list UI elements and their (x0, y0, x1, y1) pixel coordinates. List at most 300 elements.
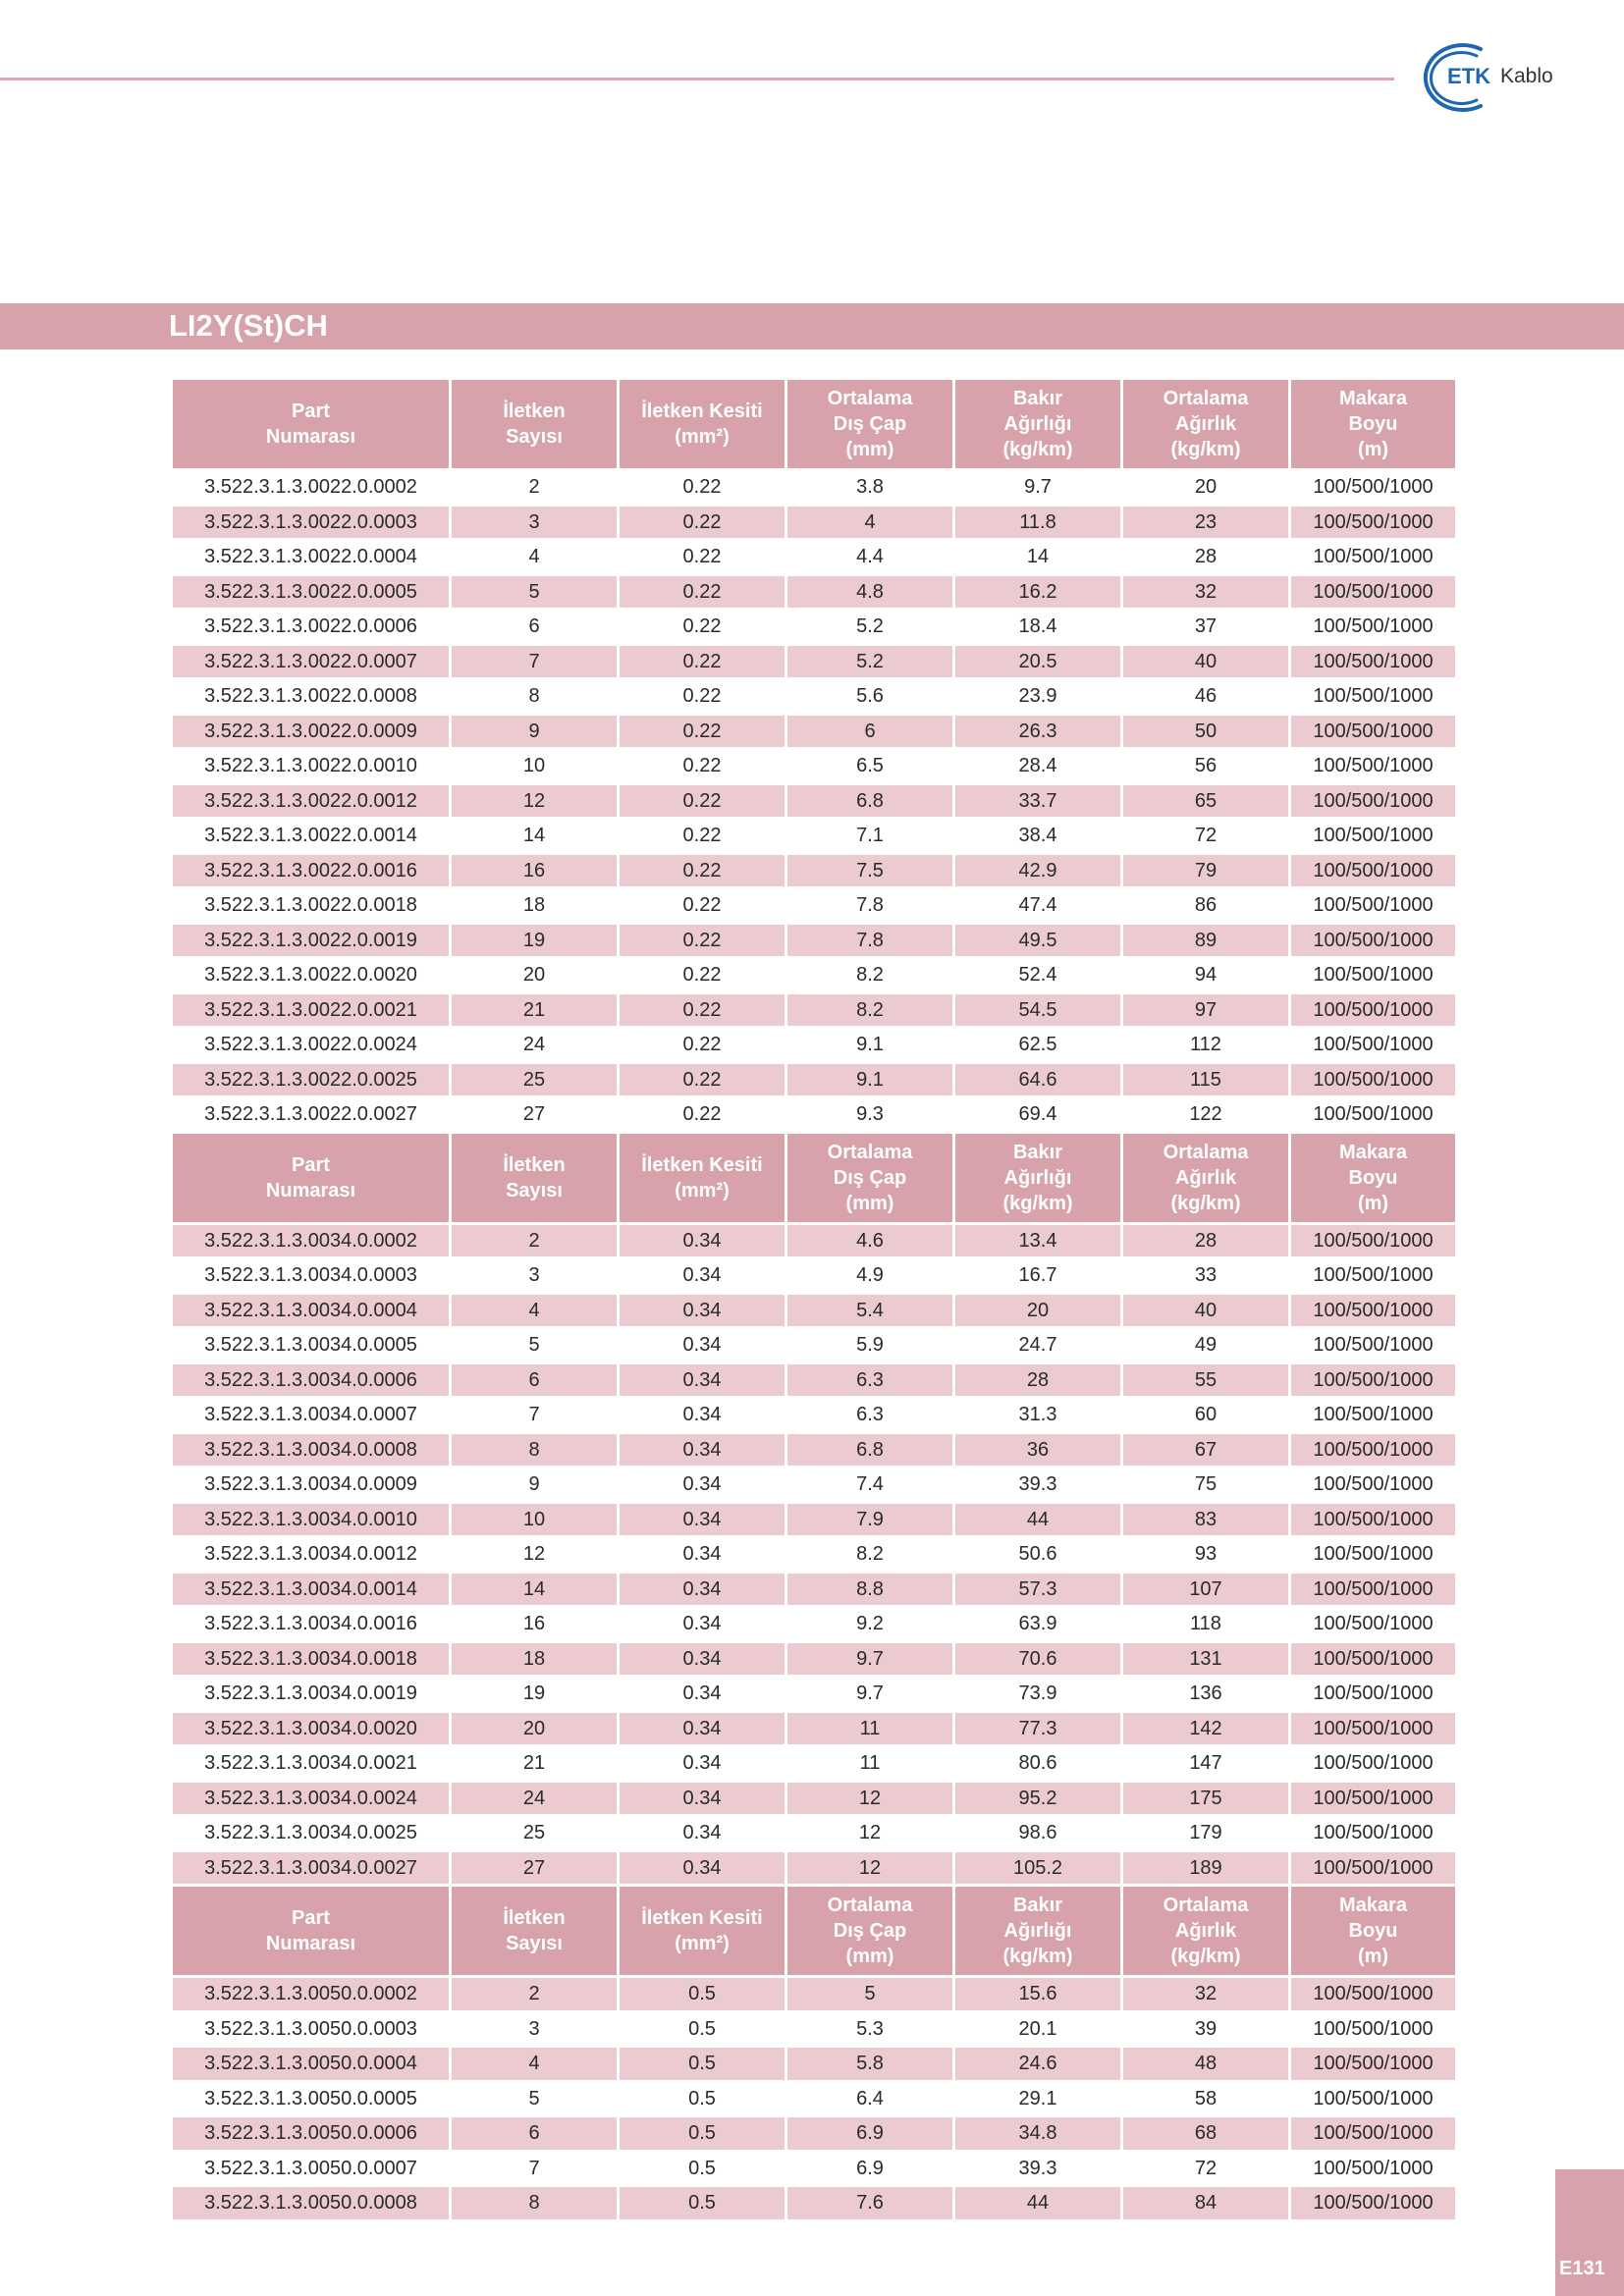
table-cell: 3.522.3.1.3.0022.0.0018 (172, 888, 451, 924)
table-cell: 49.5 (954, 923, 1122, 958)
table-row (172, 1502, 1457, 1537)
table-cell: 5.2 (786, 644, 954, 679)
table-cell: 3.522.3.1.3.0050.0.0004 (172, 2047, 451, 2082)
table-cell: 6 (451, 2116, 619, 2152)
column-header-line: (mm) (845, 1192, 894, 1214)
table-cell: 105.2 (954, 1850, 1122, 1886)
table-cell: 175 (1122, 1781, 1290, 1816)
table-cell: 25 (451, 1062, 619, 1097)
column-header (954, 1886, 1122, 1977)
table-cell: 11.8 (954, 505, 1122, 540)
table-cell: 19 (451, 923, 619, 958)
column-header (954, 379, 1122, 470)
table-cell: 3.522.3.1.3.0022.0.0009 (172, 714, 451, 749)
table-cell: 0.5 (619, 2186, 786, 2221)
table-cell: 8 (451, 2186, 619, 2221)
table-cell: 2 (451, 1977, 619, 2012)
table-row (172, 1572, 1457, 1607)
table-cell: 0.5 (619, 2151, 786, 2186)
table-cell: 0.34 (619, 1432, 786, 1468)
table-cell: 4 (451, 2047, 619, 2082)
table-cell: 0.22 (619, 923, 786, 958)
table-row (172, 505, 1457, 540)
table-cell: 100/500/1000 (1290, 1362, 1457, 1398)
table-cell: 29.1 (954, 2081, 1122, 2116)
table-cell: 75 (1122, 1468, 1290, 1503)
table-cell: 0.22 (619, 540, 786, 575)
table-cell: 0.34 (619, 1572, 786, 1607)
table-cell: 0.5 (619, 2047, 786, 2082)
table-cell: 107 (1122, 1572, 1290, 1607)
table-cell: 100/500/1000 (1290, 1850, 1457, 1886)
table-cell: 97 (1122, 992, 1290, 1028)
table-cell: 3.522.3.1.3.0034.0.0019 (172, 1677, 451, 1712)
column-header (451, 1886, 619, 1977)
table-cell: 100/500/1000 (1290, 888, 1457, 924)
table-cell: 0.34 (619, 1641, 786, 1677)
table-cell: 84 (1122, 2186, 1290, 2221)
table-cell: 136 (1122, 1677, 1290, 1712)
column-header-line: Part (292, 400, 330, 422)
table-cell: 49 (1122, 1328, 1290, 1363)
table-cell: 63.9 (954, 1607, 1122, 1642)
table-cell: 3.522.3.1.3.0050.0.0007 (172, 2151, 451, 2186)
column-header-line: Bakır (1012, 1141, 1063, 1163)
table-row (172, 1781, 1457, 1816)
table-cell: 0.22 (619, 888, 786, 924)
column-header-line: Part (292, 1907, 330, 1929)
table-cell: 5 (786, 1977, 954, 2012)
table-cell: 89 (1122, 923, 1290, 958)
table-cell: 0.34 (619, 1258, 786, 1294)
column-header (786, 1132, 954, 1223)
column-header-line: Part (292, 1153, 330, 1176)
table-cell: 21 (451, 992, 619, 1028)
table-cell: 34.8 (954, 2116, 1122, 2152)
table-cell: 3.522.3.1.3.0022.0.0002 (172, 470, 451, 506)
table-cell: 86 (1122, 888, 1290, 924)
table-cell: 70.6 (954, 1641, 1122, 1677)
table-row (172, 958, 1457, 993)
table-cell: 36 (954, 1432, 1122, 1468)
table-cell: 0.22 (619, 679, 786, 715)
table-cell: 24 (451, 1781, 619, 1816)
table-cell: 0.34 (619, 1677, 786, 1712)
column-header-line: (kg/km) (1170, 1946, 1241, 1967)
table-cell: 0.34 (619, 1607, 786, 1642)
table-cell: 32 (1122, 1977, 1290, 2012)
table-cell: 79 (1122, 853, 1290, 888)
table-cell: 100/500/1000 (1290, 1572, 1457, 1607)
table-cell: 9.1 (786, 1028, 954, 1063)
table-cell: 6 (451, 1362, 619, 1398)
table-cell: 68 (1122, 2116, 1290, 2152)
table-cell: 14 (451, 1572, 619, 1607)
table-row (172, 1641, 1457, 1677)
table-cell: 50 (1122, 714, 1290, 749)
table-cell: 0.5 (619, 1977, 786, 2012)
table-cell: 93 (1122, 1537, 1290, 1573)
column-header-line: Boyu (1348, 413, 1398, 435)
column-header (1122, 1886, 1290, 1977)
table-cell: 3.522.3.1.3.0034.0.0016 (172, 1607, 451, 1642)
table-cell: 3.522.3.1.3.0022.0.0019 (172, 923, 451, 958)
table-cell: 25 (451, 1816, 619, 1851)
table-header-row (172, 1132, 1457, 1223)
table-row (172, 1677, 1457, 1712)
table-row (172, 1062, 1457, 1097)
table-cell: 100/500/1000 (1290, 853, 1457, 888)
page-title: LI2Y(St)CH (169, 308, 328, 343)
table-cell: 24.7 (954, 1328, 1122, 1363)
table-cell: 100/500/1000 (1290, 1781, 1457, 1816)
table-cell: 5 (451, 1328, 619, 1363)
table-header-row (172, 379, 1457, 470)
table-cell: 0.22 (619, 992, 786, 1028)
table-cell: 7.6 (786, 2186, 954, 2221)
table-row (172, 853, 1457, 888)
table-cell: 40 (1122, 644, 1290, 679)
table-cell: 4.9 (786, 1258, 954, 1294)
table-cell: 122 (1122, 1097, 1290, 1133)
table-cell: 5.8 (786, 2047, 954, 2082)
column-header-line: Dış Çap (833, 1166, 907, 1189)
column-header-line: (mm) (845, 439, 894, 460)
table-cell: 77.3 (954, 1711, 1122, 1746)
column-header-line: İletken Kesiti (641, 1907, 763, 1929)
table-cell: 3.522.3.1.3.0050.0.0002 (172, 1977, 451, 2012)
column-header-line: (kg/km) (1002, 1946, 1073, 1967)
table-cell: 100/500/1000 (1290, 783, 1457, 819)
table-cell: 4.4 (786, 540, 954, 575)
table-cell: 100/500/1000 (1290, 1677, 1457, 1712)
table-cell: 3.522.3.1.3.0050.0.0005 (172, 2081, 451, 2116)
table-cell: 0.22 (619, 470, 786, 506)
table-cell: 69.4 (954, 1097, 1122, 1133)
spec-table-body (172, 379, 1457, 2221)
table-cell: 0.22 (619, 644, 786, 679)
column-header (451, 1132, 619, 1223)
table-cell: 100/500/1000 (1290, 2116, 1457, 2152)
table-cell: 58 (1122, 2081, 1290, 2116)
table-cell: 6 (451, 610, 619, 645)
table-cell: 6.8 (786, 1432, 954, 1468)
column-header-line: Sayısı (506, 1179, 563, 1201)
table-row (172, 1537, 1457, 1573)
column-header-line: Numarası (265, 426, 356, 448)
table-cell: 80.6 (954, 1746, 1122, 1782)
table-cell: 0.34 (619, 1398, 786, 1433)
table-cell: 5.3 (786, 2011, 954, 2047)
table-cell: 6.8 (786, 783, 954, 819)
table-cell: 55 (1122, 1362, 1290, 1398)
table-cell: 28 (1122, 1223, 1290, 1258)
table-cell: 100/500/1000 (1290, 1062, 1457, 1097)
table-cell: 100/500/1000 (1290, 1468, 1457, 1503)
table-cell: 0.22 (619, 819, 786, 854)
table-cell: 100/500/1000 (1290, 1607, 1457, 1642)
table-cell: 0.22 (619, 1028, 786, 1063)
column-header-line: Ortalama (1163, 388, 1249, 409)
table-cell: 7.5 (786, 853, 954, 888)
table-cell: 16.7 (954, 1258, 1122, 1294)
table-cell: 100/500/1000 (1290, 540, 1457, 575)
table-cell: 52.4 (954, 958, 1122, 993)
table-cell: 3.522.3.1.3.0022.0.0021 (172, 992, 451, 1028)
column-header (1122, 379, 1290, 470)
column-header-line: Dış Çap (833, 413, 907, 435)
column-header-line: Ortalama (1163, 1895, 1249, 1916)
column-header-line: Ağırlık (1174, 1166, 1237, 1189)
table-row (172, 540, 1457, 575)
column-header (1122, 1132, 1290, 1223)
table-cell: 33 (1122, 1258, 1290, 1294)
table-row (172, 1607, 1457, 1642)
table-cell: 189 (1122, 1850, 1290, 1886)
table-cell: 0.22 (619, 783, 786, 819)
table-cell: 12 (786, 1816, 954, 1851)
table-row (172, 2081, 1457, 2116)
table-cell: 8.8 (786, 1572, 954, 1607)
column-header (786, 1886, 954, 1977)
table-cell: 3.522.3.1.3.0034.0.0010 (172, 1502, 451, 1537)
column-header-line: (kg/km) (1002, 1192, 1073, 1214)
spec-table (170, 377, 1458, 2222)
table-cell: 100/500/1000 (1290, 1502, 1457, 1537)
table-row (172, 574, 1457, 610)
table-cell: 3.522.3.1.3.0034.0.0008 (172, 1432, 451, 1468)
table-cell: 19 (451, 1677, 619, 1712)
table-cell: 0.22 (619, 1062, 786, 1097)
table-cell: 5 (451, 2081, 619, 2116)
table-cell: 7 (451, 1398, 619, 1433)
table-cell: 0.5 (619, 2116, 786, 2152)
table-row (172, 1293, 1457, 1328)
table-cell: 3.522.3.1.3.0022.0.0008 (172, 679, 451, 715)
table-cell: 100/500/1000 (1290, 714, 1457, 749)
table-cell: 11 (786, 1711, 954, 1746)
table-cell: 44 (954, 1502, 1122, 1537)
table-cell: 0.34 (619, 1537, 786, 1573)
table-cell: 3.522.3.1.3.0034.0.0020 (172, 1711, 451, 1746)
column-header-line: Ağırlığı (1003, 1166, 1072, 1189)
column-header-line: İletken (503, 400, 566, 422)
table-cell: 3.522.3.1.3.0022.0.0027 (172, 1097, 451, 1133)
table-cell: 20.5 (954, 644, 1122, 679)
table-cell: 3.522.3.1.3.0022.0.0012 (172, 783, 451, 819)
table-row (172, 1028, 1457, 1063)
table-cell: 3.522.3.1.3.0034.0.0018 (172, 1641, 451, 1677)
table-cell: 6.9 (786, 2151, 954, 2186)
table-cell: 16 (451, 853, 619, 888)
table-cell: 100/500/1000 (1290, 2047, 1457, 2082)
table-cell: 0.22 (619, 749, 786, 784)
table-cell: 64.6 (954, 1062, 1122, 1097)
table-cell: 0.34 (619, 1362, 786, 1398)
page-number: E131 (1559, 2258, 1605, 2279)
table-cell: 147 (1122, 1746, 1290, 1782)
table-cell: 3.522.3.1.3.0034.0.0004 (172, 1293, 451, 1328)
table-cell: 18 (451, 1641, 619, 1677)
table-cell: 27 (451, 1850, 619, 1886)
table-cell: 39 (1122, 2011, 1290, 2047)
table-cell: 100/500/1000 (1290, 1641, 1457, 1677)
column-header (451, 379, 619, 470)
column-header-line: İletken Kesiti (641, 400, 763, 422)
column-header-line: İletken Kesiti (641, 1153, 763, 1176)
table-row (172, 2151, 1457, 2186)
column-header-line: (kg/km) (1170, 1192, 1241, 1214)
table-cell: 12 (451, 1537, 619, 1573)
table-cell: 3.522.3.1.3.0022.0.0010 (172, 749, 451, 784)
table-cell: 83 (1122, 1502, 1290, 1537)
table-cell: 65 (1122, 783, 1290, 819)
table-cell: 100/500/1000 (1290, 1977, 1457, 2012)
table-cell: 118 (1122, 1607, 1290, 1642)
table-cell: 100/500/1000 (1290, 1816, 1457, 1851)
table-cell: 3.522.3.1.3.0034.0.0025 (172, 1816, 451, 1851)
table-cell: 2 (451, 470, 619, 506)
table-row (172, 2047, 1457, 2082)
table-cell: 0.22 (619, 505, 786, 540)
column-header-line: İletken (503, 1153, 566, 1176)
table-cell: 3.522.3.1.3.0034.0.0014 (172, 1572, 451, 1607)
logo-etk-text: ETK (1447, 64, 1490, 88)
table-cell: 100/500/1000 (1290, 2151, 1457, 2186)
table-cell: 24 (451, 1028, 619, 1063)
table-cell: 3.522.3.1.3.0034.0.0012 (172, 1537, 451, 1573)
table-row (172, 2116, 1457, 2152)
table-cell: 28 (1122, 540, 1290, 575)
table-cell: 6.3 (786, 1362, 954, 1398)
table-cell: 23.9 (954, 679, 1122, 715)
table-cell: 0.34 (619, 1223, 786, 1258)
table-cell: 100/500/1000 (1290, 1097, 1457, 1133)
column-header (172, 1132, 451, 1223)
table-cell: 100/500/1000 (1290, 958, 1457, 993)
column-header-line: Ağırlık (1174, 413, 1237, 435)
table-cell: 47.4 (954, 888, 1122, 924)
table-cell: 6.9 (786, 2116, 954, 2152)
table-cell: 0.5 (619, 2011, 786, 2047)
table-cell: 44 (954, 2186, 1122, 2221)
table-cell: 72 (1122, 2151, 1290, 2186)
table-cell: 7.4 (786, 1468, 954, 1503)
table-cell: 50.6 (954, 1537, 1122, 1573)
table-cell: 3.522.3.1.3.0034.0.0027 (172, 1850, 451, 1886)
table-cell: 26.3 (954, 714, 1122, 749)
column-header (786, 379, 954, 470)
table-cell: 8.2 (786, 992, 954, 1028)
table-cell: 7.1 (786, 819, 954, 854)
table-cell: 33.7 (954, 783, 1122, 819)
table-cell: 27 (451, 1097, 619, 1133)
column-header-line: Boyu (1348, 1920, 1398, 1942)
table-cell: 100/500/1000 (1290, 1223, 1457, 1258)
table-cell: 0.34 (619, 1746, 786, 1782)
column-header (1290, 1132, 1457, 1223)
table-cell: 5.2 (786, 610, 954, 645)
column-header-line: İletken (503, 1907, 566, 1929)
table-cell: 6.5 (786, 749, 954, 784)
table-cell: 3.522.3.1.3.0022.0.0004 (172, 540, 451, 575)
column-header-line: Ortalama (827, 388, 913, 409)
table-row (172, 714, 1457, 749)
table-cell: 39.3 (954, 1468, 1122, 1503)
table-row (172, 1223, 1457, 1258)
header-rule (0, 78, 1394, 80)
column-header-line: (m) (1357, 439, 1389, 460)
table-cell: 9 (451, 714, 619, 749)
table-cell: 3.522.3.1.3.0022.0.0024 (172, 1028, 451, 1063)
table-cell: 37 (1122, 610, 1290, 645)
column-header-line: Numarası (265, 1933, 356, 1954)
table-cell: 54.5 (954, 992, 1122, 1028)
table-cell: 0.22 (619, 1097, 786, 1133)
table-cell: 100/500/1000 (1290, 992, 1457, 1028)
table-cell: 32 (1122, 574, 1290, 610)
table-cell: 3.522.3.1.3.0034.0.0007 (172, 1398, 451, 1433)
table-row (172, 1362, 1457, 1398)
table-cell: 14 (451, 819, 619, 854)
column-header-line: Dış Çap (833, 1920, 907, 1942)
table-cell: 8.2 (786, 1537, 954, 1573)
table-cell: 5.4 (786, 1293, 954, 1328)
table-cell: 7.9 (786, 1502, 954, 1537)
table-cell: 60 (1122, 1398, 1290, 1433)
column-header-line: Makara (1339, 1141, 1407, 1163)
table-cell: 100/500/1000 (1290, 644, 1457, 679)
table-row (172, 2011, 1457, 2047)
table-cell: 100/500/1000 (1290, 1028, 1457, 1063)
table-cell: 20 (1122, 470, 1290, 506)
column-header-line: Sayısı (506, 1933, 563, 1954)
table-cell: 5 (451, 574, 619, 610)
table-cell: 3.522.3.1.3.0022.0.0003 (172, 505, 451, 540)
table-cell: 67 (1122, 1432, 1290, 1468)
table-cell: 39.3 (954, 2151, 1122, 2186)
table-cell: 100/500/1000 (1290, 2186, 1457, 2221)
table-cell: 98.6 (954, 1816, 1122, 1851)
column-header-line: (kg/km) (1170, 439, 1241, 460)
table-cell: 0.34 (619, 1711, 786, 1746)
table-cell: 100/500/1000 (1290, 610, 1457, 645)
table-row (172, 679, 1457, 715)
table-cell: 20 (451, 1711, 619, 1746)
column-header-line: Ağırlık (1174, 1920, 1237, 1942)
table-cell: 3.522.3.1.3.0034.0.0003 (172, 1258, 451, 1294)
column-header-line: Boyu (1348, 1166, 1398, 1189)
table-row (172, 783, 1457, 819)
table-cell: 11 (786, 1746, 954, 1782)
table-cell: 10 (451, 1502, 619, 1537)
table-cell: 16.2 (954, 574, 1122, 610)
column-header (172, 379, 451, 470)
table-cell: 6.3 (786, 1398, 954, 1433)
table-cell: 0.5 (619, 2081, 786, 2116)
table-cell: 3.522.3.1.3.0022.0.0014 (172, 819, 451, 854)
table-cell: 7 (451, 2151, 619, 2186)
table-cell: 94 (1122, 958, 1290, 993)
table-cell: 100/500/1000 (1290, 505, 1457, 540)
table-cell: 5.9 (786, 1328, 954, 1363)
table-cell: 100/500/1000 (1290, 1293, 1457, 1328)
table-cell: 8.2 (786, 958, 954, 993)
column-header-line: Numarası (265, 1179, 356, 1201)
etk-kablo-logo (1420, 35, 1587, 120)
table-cell: 13.4 (954, 1223, 1122, 1258)
table-cell: 23 (1122, 505, 1290, 540)
